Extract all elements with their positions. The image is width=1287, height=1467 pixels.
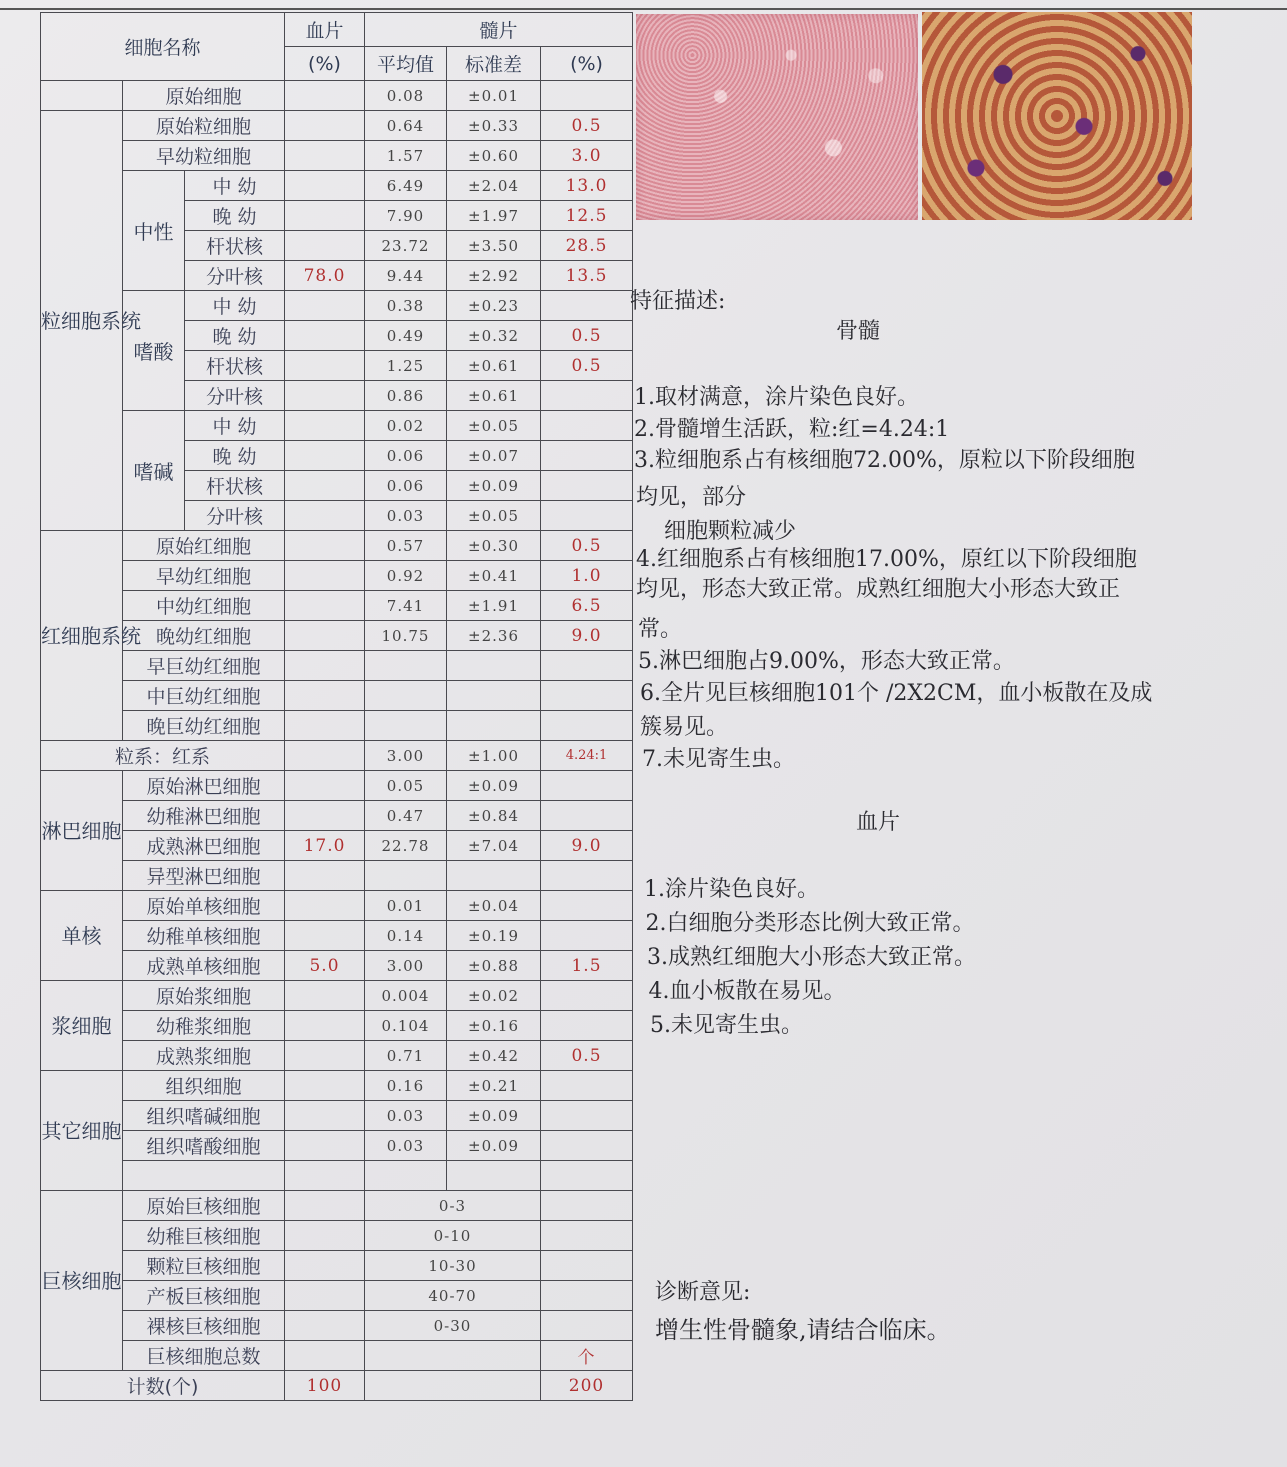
marrow-sd: ±0.01 [447,81,541,111]
table-row [41,831,633,861]
cell-name: 成熟单核细胞 [123,951,285,981]
marrow-pct: 0.5 [541,351,633,381]
group-mono: 单核 [41,891,123,981]
marrow-mean: 0.004 [365,981,447,1011]
table-row [41,651,633,681]
diagnosis-text: 增生性骨髓象,请结合临床。 [655,1316,951,1344]
cell-name: 裸核巨核细胞 [123,1311,285,1341]
table-row [41,1311,633,1341]
marrow-sd: ±0.30 [447,531,541,561]
marrow-sd: ±2.92 [447,261,541,291]
marrow-sd: ±0.05 [447,501,541,531]
marrow-pct: 28.5 [541,231,633,261]
blood-value [285,1041,365,1071]
table-row [41,861,633,891]
marrow-mean: 0.104 [365,1011,447,1041]
marrow-pct [541,921,633,951]
header-marrow: 髓片 [365,13,633,47]
marrow-mean: 0.03 [365,1101,447,1131]
blood-value [285,321,365,351]
marrow-mean: 0.49 [365,321,447,351]
blood-value [285,1131,365,1161]
group-blank [41,81,123,111]
blood-value [285,1341,365,1371]
marrow-pct: 1.5 [541,951,633,981]
marrow-pct: 4.24:1 [541,741,633,771]
cell-name: 颗粒巨核细胞 [123,1251,285,1281]
marrow-finding-item: 均见，形态大致正常。成熟红细胞大小形态大致正 [636,577,1121,602]
blood-value [285,441,365,471]
blood-value [285,561,365,591]
blood-value [285,711,365,741]
marrow-mean: 3.00 [365,741,447,771]
marrow-sd: ±0.09 [447,1101,541,1131]
marrow-finding-item: 2.骨髓增生活跃，粒:红=4.24:1 [634,417,950,442]
marrow-range [365,1341,541,1371]
marrow-sd: ±0.02 [447,981,541,1011]
blood-title: 血片 [856,810,901,835]
table-row [41,111,633,141]
marrow-mean: 0.16 [365,1071,447,1101]
cell-name: 早幼红细胞 [123,561,285,591]
marrow-sd: ±2.36 [447,621,541,651]
cell-name: 晚 幼 [185,201,285,231]
marrow-sd: ±0.60 [447,141,541,171]
cell-name: 巨核细胞总数 [123,1341,285,1371]
cell-name: 幼稚单核细胞 [123,921,285,951]
marrow-pct: 0.5 [541,321,633,351]
marrow-pct: 13.0 [541,171,633,201]
marrow-finding-item: 簇易见。 [640,715,729,740]
cell-name: 产板巨核细胞 [123,1281,285,1311]
blood-value [285,591,365,621]
marrow-pct [541,501,633,531]
blood-value [285,1071,365,1101]
marrow-finding-item: 均见，部分 [636,485,747,510]
marrow-sd [447,1161,541,1191]
blood-value [285,1251,365,1281]
marrow-sd: ±0.09 [447,771,541,801]
description-title: 特征描述: [630,289,726,314]
blood-value [285,351,365,381]
marrow-mean: 0.86 [365,381,447,411]
marrow-mean [365,1161,447,1191]
cell-name: 中 幼 [185,291,285,321]
group-lymph: 淋巴细胞 [41,771,123,891]
marrow-pct: 0.5 [541,1041,633,1071]
marrow-pct [541,291,633,321]
marrow-pct [541,1101,633,1131]
cell-name: 原始粒细胞 [123,111,285,141]
blood-value: 78.0 [285,261,365,291]
marrow-sd: ±0.19 [447,921,541,951]
marrow-sd: ±0.09 [447,1131,541,1161]
blood-value [285,291,365,321]
cell-name: 杆状核 [185,351,285,381]
marrow-pct [541,1251,633,1281]
diagnosis-title: 诊断意见: [655,1280,751,1305]
table-row [41,81,633,111]
cell-name: 幼稚浆细胞 [123,1011,285,1041]
table-row [41,681,633,711]
header-pct: (%) [541,47,633,81]
marrow-finding-item: 5.淋巴细胞占9.00%，形态大致正常。 [638,649,1015,674]
marrow-sd: ±0.88 [447,951,541,981]
marrow-mean: 0.57 [365,531,447,561]
marrow-pct: 12.5 [541,201,633,231]
subgroup-eosinophil: 嗜酸 [123,291,185,411]
marrow-sd: ±1.00 [447,741,541,771]
blood-value [285,501,365,531]
marrow-pct [541,981,633,1011]
table-row [41,1191,633,1221]
group-granulocyte: 粒细胞系统 [41,111,123,531]
cell-name: 原始巨核细胞 [123,1191,285,1221]
table-row [41,1341,633,1371]
table-row [41,1041,633,1071]
blood-value [285,681,365,711]
marrow-mean: 0.06 [365,471,447,501]
cell-name: 分叶核 [185,381,285,411]
blood-value [285,981,365,1011]
table-row [41,1251,633,1281]
cell-name: 杆状核 [185,231,285,261]
marrow-mean: 0.14 [365,921,447,951]
marrow-mean: 0.47 [365,801,447,831]
cell-name: 原始红细胞 [123,531,285,561]
marrow-pct [541,441,633,471]
marrow-sd: ±0.41 [447,561,541,591]
blood-value [285,81,365,111]
group-erythroid: 红细胞系统 [41,531,123,741]
marrow-pct [541,1311,633,1341]
blood-smear-image [636,14,918,220]
marrow-finding-item: 常。 [638,617,683,642]
marrow-range: 40-70 [365,1281,541,1311]
cell-name: 分叶核 [185,501,285,531]
marrow-sd [447,861,541,891]
blood-value [285,381,365,411]
blood-value [285,531,365,561]
cell-name [123,1161,285,1191]
marrow-mean: 0.71 [365,1041,447,1071]
marrow-sd: ±0.23 [447,291,541,321]
marrow-mean [365,711,447,741]
cell-name: 原始单核细胞 [123,891,285,921]
marrow-mean [365,681,447,711]
marrow-pct: 0.5 [541,531,633,561]
blood-value: 5.0 [285,951,365,981]
cell-name: 组织嗜碱细胞 [123,1101,285,1131]
marrow-sd: ±0.21 [447,1071,541,1101]
marrow-sd: ±0.05 [447,411,541,441]
cell-name: 粒系：红系 [41,741,285,771]
marrow-sd: ±0.61 [447,351,541,381]
header-mean: 平均值 [365,47,447,81]
table-row [41,981,633,1011]
marrow-finding-item: 细胞颗粒减少 [664,519,797,544]
table-row [41,171,633,201]
marrow-sd [447,681,541,711]
cell-name: 晚 幼 [185,321,285,351]
blood-finding-item: 4.血小板散在易见。 [648,979,846,1004]
marrow-sd [447,711,541,741]
table-row [41,411,633,441]
table-row [41,591,633,621]
marrow-mean: 0.02 [365,411,447,441]
marrow-pct: 13.5 [541,261,633,291]
blood-value [285,1311,365,1341]
marrow-pct: 200 [541,1371,633,1401]
blood-value [285,1221,365,1251]
marrow-mean: 9.44 [365,261,447,291]
blood-value [285,771,365,801]
marrow-pct: 1.0 [541,561,633,591]
table-row [41,141,633,171]
marrow-pct [541,801,633,831]
table-row [41,891,633,921]
marrow-sd: ±3.50 [447,231,541,261]
marrow-range: 0-3 [365,1191,541,1221]
table-row [41,1071,633,1101]
marrow-mean: 7.41 [365,591,447,621]
blood-value [285,1281,365,1311]
marrow-mean [365,861,447,891]
marrow-range [365,1371,541,1401]
marrow-sd: ±0.61 [447,381,541,411]
table-row [41,1131,633,1161]
cell-name: 中巨幼红细胞 [123,681,285,711]
marrow-pct [541,651,633,681]
blood-value: 100 [285,1371,365,1401]
marrow-mean: 0.38 [365,291,447,321]
marrow-pct: 9.0 [541,831,633,861]
cell-name: 异型淋巴细胞 [123,861,285,891]
blood-value: 17.0 [285,831,365,861]
marrow-mean: 1.57 [365,141,447,171]
marrow-mean: 0.05 [365,771,447,801]
marrow-pct [541,1131,633,1161]
marrow-pct [541,771,633,801]
blood-value [285,621,365,651]
header-cell-name: 细胞名称 [41,13,285,81]
marrow-finding-item: 3.粒细胞系占有核细胞72.00%，原粒以下阶段细胞 [634,448,1135,473]
blood-value [285,141,365,171]
cell-name: 中 幼 [185,411,285,441]
marrow-range: 0-30 [365,1311,541,1341]
marrow-pct [541,1011,633,1041]
marrow-pct: 9.0 [541,621,633,651]
cell-name: 中 幼 [185,171,285,201]
marrow-pct [541,1191,633,1221]
marrow-mean: 10.75 [365,621,447,651]
marrow-sd: ±1.91 [447,591,541,621]
marrow-smear-image [922,12,1192,220]
blood-value [285,1101,365,1131]
marrow-mean: 0.92 [365,561,447,591]
marrow-finding-item: 4.红细胞系占有核细胞17.00%，原红以下阶段细胞 [636,547,1137,572]
blood-value [285,171,365,201]
table-row [41,741,633,771]
cell-name: 原始浆细胞 [123,981,285,1011]
blood-value [285,741,365,771]
subgroup-basophil: 嗜碱 [123,411,185,531]
table-row [41,531,633,561]
marrow-pct [541,1161,633,1191]
marrow-pct: 个 [541,1341,633,1371]
blood-value [285,471,365,501]
table-row [41,801,633,831]
marrow-finding-item: 7.未见寄生虫。 [642,747,795,772]
marrow-mean [365,651,447,681]
marrow-pct: 0.5 [541,111,633,141]
marrow-mean: 0.64 [365,111,447,141]
header-sd: 标准差 [447,47,541,81]
marrow-finding-item: 6.全片见巨核细胞101个 /2X2CM，血小板散在及成 [640,681,1153,706]
table-row [41,1281,633,1311]
marrow-sd: ±0.33 [447,111,541,141]
blood-value [285,921,365,951]
marrow-pct [541,81,633,111]
cell-name: 原始细胞 [123,81,285,111]
cell-name: 原始淋巴细胞 [123,771,285,801]
subgroup-neutrophil: 中性 [123,171,185,291]
blood-value [285,801,365,831]
marrow-mean: 0.08 [365,81,447,111]
table-row [41,1101,633,1131]
marrow-mean: 23.72 [365,231,447,261]
table-row [41,771,633,801]
marrow-title: 骨髓 [836,319,881,344]
marrow-pct [541,1071,633,1101]
blood-value [285,411,365,441]
marrow-sd: ±0.16 [447,1011,541,1041]
blood-finding-item: 3.成熟红细胞大小形态大致正常。 [647,945,976,970]
marrow-pct [541,891,633,921]
cell-count-table [40,12,633,1401]
marrow-mean: 0.06 [365,441,447,471]
marrow-pct [541,681,633,711]
cell-name: 幼稚淋巴细胞 [123,801,285,831]
cell-name: 早幼粒细胞 [123,141,285,171]
group-mega: 巨核细胞 [41,1191,123,1371]
cell-name: 计数(个) [41,1371,285,1401]
blood-value [285,891,365,921]
marrow-pct [541,471,633,501]
header-blood-unit: (%) [285,47,365,81]
marrow-mean: 7.90 [365,201,447,231]
blood-value [285,231,365,261]
marrow-sd: ±1.97 [447,201,541,231]
cell-name: 组织细胞 [123,1071,285,1101]
cell-name: 中幼红细胞 [123,591,285,621]
blood-value [285,861,365,891]
marrow-mean: 1.25 [365,351,447,381]
marrow-sd: ±2.04 [447,171,541,201]
table-row [41,921,633,951]
blood-value [285,111,365,141]
table-row [41,951,633,981]
blood-value [285,1191,365,1221]
marrow-mean: 0.03 [365,1131,447,1161]
cell-name: 成熟淋巴细胞 [123,831,285,861]
cell-name: 成熟浆细胞 [123,1041,285,1071]
cell-name: 晚巨幼红细胞 [123,711,285,741]
cell-name: 早巨幼红细胞 [123,651,285,681]
table-row [41,561,633,591]
marrow-mean: 22.78 [365,831,447,861]
marrow-pct: 6.5 [541,591,633,621]
marrow-pct [541,861,633,891]
cell-name: 杆状核 [185,471,285,501]
marrow-mean: 6.49 [365,171,447,201]
blood-value [285,651,365,681]
marrow-mean: 0.01 [365,891,447,921]
marrow-sd: ±0.84 [447,801,541,831]
marrow-mean: 3.00 [365,951,447,981]
marrow-sd [447,651,541,681]
marrow-pct [541,711,633,741]
marrow-pct [541,1281,633,1311]
marrow-finding-item: 1.取材满意，涂片染色良好。 [634,385,919,410]
cell-name: 分叶核 [185,261,285,291]
cell-name: 晚 幼 [185,441,285,471]
cell-name: 幼稚巨核细胞 [123,1221,285,1251]
marrow-pct [541,381,633,411]
blood-finding-item: 5.未见寄生虫。 [650,1013,803,1038]
marrow-range: 10-30 [365,1251,541,1281]
blood-value [285,201,365,231]
marrow-sd: ±0.42 [447,1041,541,1071]
marrow-pct [541,411,633,441]
marrow-sd: ±0.32 [447,321,541,351]
marrow-range: 0-10 [365,1221,541,1251]
blood-finding-item: 2.白细胞分类形态比例大致正常。 [645,911,975,936]
table-row [41,1221,633,1251]
cell-name: 晚幼红细胞 [123,621,285,651]
header-blood: 血片 [285,13,365,47]
marrow-mean: 0.03 [365,501,447,531]
table-row [41,1161,633,1191]
marrow-sd: ±0.07 [447,441,541,471]
blood-finding-item: 1.涂片染色良好。 [644,877,819,902]
group-other: 其它细胞 [41,1071,123,1191]
cell-name: 组织嗜酸细胞 [123,1131,285,1161]
marrow-pct: 3.0 [541,141,633,171]
marrow-sd: ±0.09 [447,471,541,501]
table-row [41,711,633,741]
marrow-sd: ±0.04 [447,891,541,921]
table-row [41,1011,633,1041]
blood-value [285,1011,365,1041]
marrow-sd: ±7.04 [447,831,541,861]
table-row [41,1371,633,1401]
blood-value [285,1161,365,1191]
top-rule [0,0,1287,10]
marrow-pct [541,1221,633,1251]
group-plasma: 浆细胞 [41,981,123,1071]
